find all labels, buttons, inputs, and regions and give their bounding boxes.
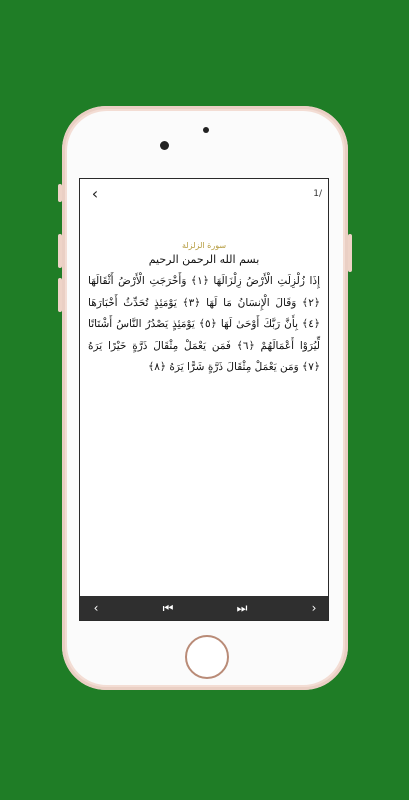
- proximity-sensor: [203, 127, 209, 133]
- verses-text: إِذَا زُلْزِلَتِ الْأَرْضُ زِلْزَالَهَا ﴿١﴾ وَأَخْرَجَتِ الْأَرْضُ أَثْقَالَهَا ﴿٢﴾ وَقَالَ الْإِنسَانُ مَا لَهَا ﴿٣﴾ يَوْمَئِذٍ تُحَدِّثُ أَخْبَارَهَا ﴿٤﴾ بِأَنَّ رَبَّكَ أَوْحَىٰ لَهَا ﴿٥﴾ يَوْمَئِذٍ يَصْدُرُ النَّاسُ أَشْتَاتًا لِّيُرَوْا أَعْمَالَهُمْ ﴿٦﴾ فَمَن يَعْمَلْ مِثْقَالَ ذَرَّةٍ خَيْرًا يَرَهُ ﴿٧﴾ وَمَن يَعْمَلْ مِثْقَالَ ذَرَّةٍ شَرًّا يَرَهُ ﴿٨﴾: [88, 275, 321, 373]
- skip-forward-button[interactable]: [230, 596, 254, 620]
- power-button: [348, 234, 352, 272]
- back-button[interactable]: [86, 185, 104, 203]
- home-button[interactable]: [185, 635, 229, 679]
- front-camera: [160, 141, 169, 150]
- skip-back-icon: ⏮: [162, 601, 174, 615]
- volume-down-button: [58, 278, 62, 312]
- volume-up-button: [58, 234, 62, 268]
- chevron-left-icon: ‹: [93, 601, 99, 615]
- app-screen: [79, 178, 329, 621]
- prev-button[interactable]: [84, 596, 108, 620]
- skip-forward-icon: ⏭: [236, 601, 248, 615]
- chevron-right-icon: ›: [311, 601, 317, 615]
- next-button[interactable]: [302, 596, 326, 620]
- basmala: بسم الله الرحمن الرحيم: [148, 253, 260, 266]
- top-bar: [80, 179, 328, 213]
- skip-back-button[interactable]: [156, 596, 180, 620]
- playback-bar: [80, 596, 328, 620]
- surah-title: سورة الزلزلة: [181, 241, 227, 250]
- page-number: 1/: [313, 189, 322, 199]
- chevron-left-icon: ‹: [91, 184, 99, 203]
- mute-switch: [58, 184, 62, 202]
